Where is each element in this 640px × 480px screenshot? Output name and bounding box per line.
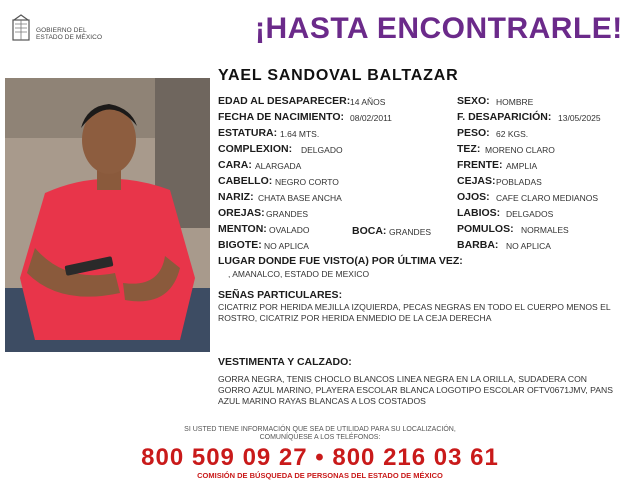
cheekbones-label: POMULOS: xyxy=(457,223,514,235)
person-name: YAEL SANDOVAL BALTAZAR xyxy=(218,67,459,84)
weight-value: 62 KGS. xyxy=(496,129,529,139)
contact-info xyxy=(0,426,640,442)
eyebrows-label: CEJAS: xyxy=(457,175,496,187)
eyes-label: OJOS: xyxy=(457,191,490,203)
chin-value: OVALADO xyxy=(269,225,310,235)
age-label: EDAD AL DESAPARECER: xyxy=(218,95,351,107)
sex-value: HOMBRE xyxy=(496,97,534,107)
ears-label: OREJAS: xyxy=(218,207,265,219)
build-value: DELGADO xyxy=(301,145,343,155)
height-value: 1.64 MTS. xyxy=(280,129,320,139)
face-label: CARA: xyxy=(218,159,252,171)
banner-title: ¡HASTA ENCONTRARLE! xyxy=(255,12,623,45)
logo-text xyxy=(36,27,102,41)
logo-line-1: GOBIERNO DEL xyxy=(36,27,87,34)
contact-info-line-1: SI USTED TIENE INFORMACIÓN QUE SEA DE UTILIDAD PARA SU LOCALIZACIÓN, xyxy=(184,426,456,433)
disappearance-date-label: F. DESAPARICIÓN: xyxy=(457,111,552,123)
clothing-text: GORRA NEGRA, TENIS CHOCLO BLANCOS LINEA NEGRA EN LA ORILLA, SUDADERA CON GORRO AZUL MARINO, PLAYERA ESCOLAR BLANCA LOGOTIPO ESCOLAR OFTV0671JMV, PANS AZUL MARINO RAYAS BLANCAS A LOS COSTADOS xyxy=(218,374,613,406)
last-seen-label: LUGAR DONDE FUE VISTO(A) POR ÚLTIMA VEZ: xyxy=(218,255,463,267)
eyebrows-value: POBLADAS xyxy=(496,177,542,187)
mouth-label: BOCA: xyxy=(352,225,387,237)
mustache-label: BIGOTE: xyxy=(218,239,262,251)
marks-text: CICATRIZ POR HERIDA MEJILLA IZQUIERDA, PECAS NEGRAS EN TODO EL CUERPO MENOS EL ROSTRO, CICATRIZ POR HERIDA ENMEDIO DE LA CEJA DERECHA xyxy=(218,302,611,323)
coat-of-arms-icon xyxy=(10,14,32,44)
face-value: ALARGADA xyxy=(255,161,302,171)
forehead-value: AMPLIA xyxy=(506,161,538,171)
mustache-value: NO APLICA xyxy=(264,241,309,251)
forehead-label: FRENTE: xyxy=(457,159,503,171)
complexion-label: TEZ: xyxy=(457,143,481,155)
mouth-value: GRANDES xyxy=(389,227,432,237)
birth-date-label: FECHA DE NACIMIENTO: xyxy=(218,111,344,123)
build-label: COMPLEXION: xyxy=(218,143,293,155)
beard-value: NO APLICA xyxy=(506,241,551,251)
government-logo xyxy=(10,14,120,48)
sex-label: SEXO: xyxy=(457,95,490,107)
hair-label: CABELLO: xyxy=(218,175,273,187)
lips-value: DELGADOS xyxy=(506,209,554,219)
marks-label: SEÑAS PARTICULARES: xyxy=(218,289,343,301)
chin-label: MENTON: xyxy=(218,223,267,235)
cheekbones-value: NORMALES xyxy=(521,225,569,235)
missing-person-photo xyxy=(5,78,210,352)
beard-label: BARBA: xyxy=(457,239,499,251)
eyes-value: CAFE CLARO MEDIANOS xyxy=(496,193,599,203)
nose-value: CHATA BASE ANCHA xyxy=(258,193,342,203)
birth-date-value: 08/02/2011 xyxy=(350,113,392,123)
nose-label: NARIZ: xyxy=(218,191,254,203)
lips-label: LABIOS: xyxy=(457,207,501,219)
clothing-label: VESTIMENTA Y CALZADO: xyxy=(218,356,352,368)
complexion-value: MORENO CLARO xyxy=(485,145,555,155)
commission-name: COMISIÓN DE BÚSQUEDA DE PERSONAS DEL ESTADO DE MÉXICO xyxy=(197,471,443,480)
height-label: ESTATURA: xyxy=(218,127,278,139)
logo-line-2: ESTADO DE MÉXICO xyxy=(36,34,103,41)
contact-info-line-2: COMUNÍQUESE A LOS TELÉFONOS: xyxy=(259,434,381,441)
phone-numbers: 800 509 09 27 • 800 216 03 61 xyxy=(141,444,499,471)
last-seen-value: , AMANALCO, ESTADO DE MEXICO xyxy=(228,269,370,279)
disappearance-date-value: 13/05/2025 xyxy=(558,113,601,123)
ears-value: GRANDES xyxy=(266,209,309,219)
age-value: 14 AÑOS xyxy=(350,97,386,107)
weight-label: PESO: xyxy=(457,127,490,139)
hair-value: NEGRO CORTO xyxy=(275,177,339,187)
photo-illustration xyxy=(5,78,210,352)
